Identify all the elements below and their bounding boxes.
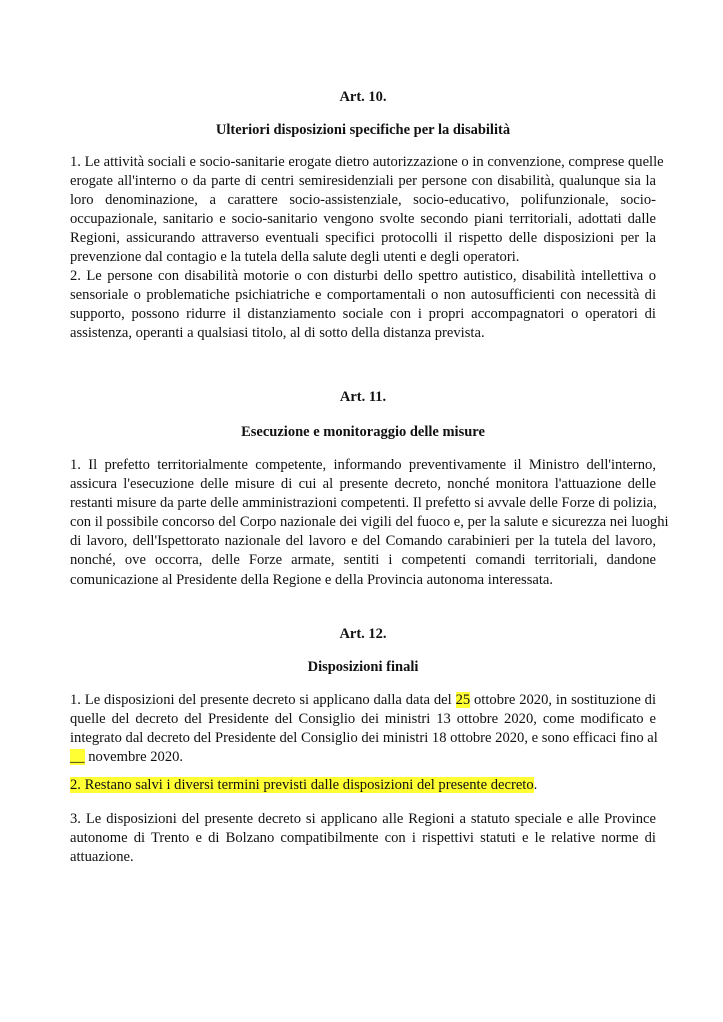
article-11-title: Esecuzione e monitoraggio delle misure — [241, 424, 485, 440]
text-segment: 1. Le disposizioni del presente decreto si applicano dalla data del — [70, 692, 456, 708]
text-line — [70, 776, 656, 795]
highlighted-blank: __ — [70, 749, 85, 766]
article-12-number: Art. 12. — [339, 626, 387, 642]
article-12-title: Disposizioni finali — [307, 659, 419, 675]
article-12-paragraph-1 — [70, 691, 656, 767]
highlighted-date: 25 — [455, 692, 471, 708]
text-line: di lavoro, dell'Ispettorato nazionale del lavoro e del Comando carabinieri per la tutela del lavoro, — [70, 533, 656, 550]
text-line: erogate all'interno o da parte di centri semiresidenziali per persone con disabilità, qualunque sia la — [70, 173, 656, 190]
text-line: Regioni, assicurando attraverso eventuali specifici protocolli il rispetto delle disposizioni per la — [70, 230, 656, 247]
article-12-paragraph-2 — [70, 776, 656, 795]
text-line — [70, 748, 656, 767]
text-segment: ottobre 2020, in sostituzione di — [470, 692, 656, 708]
text-line: restanti misure da parte delle amministrazioni competenti. Il prefetto si avvale delle Forze di polizia, — [70, 495, 657, 512]
text-line: con il possibile concorso del Corpo nazionale dei vigili del fuoco e, per la salute e sicurezza nei luoghi — [70, 514, 669, 531]
text-line: assicura l'esecuzione delle misure di cui al presente decreto, nonché monitora l'attuazione delle — [70, 476, 656, 493]
text-line: sensoriale o problematiche psichiatriche e comportamentali o non autosufficienti con necessità di — [70, 287, 656, 304]
text-line: occupazionale, sanitario e socio-sanitario vengono svolte secondo piani territoriali, adottati dalle — [70, 211, 656, 228]
text-line: attuazione. — [70, 849, 134, 866]
text-segment: . — [533, 777, 538, 793]
text-line — [70, 691, 656, 710]
text-line: integrato dal decreto del Presidente del Consiglio dei ministri 18 ottobre 2020, e sono efficaci fino al — [70, 730, 658, 747]
article-12-paragraph-3 — [70, 810, 656, 867]
text-line: loro denominazione, a carattere socio-assistenziale, socio-educativo, polifunzionale, socio- — [70, 192, 656, 209]
text-line: assistenza, operanti a qualsiasi titolo, al di sotto della distanza prevista. — [70, 325, 485, 342]
article-10-number: Art. 10. — [339, 89, 387, 105]
text-line: supporto, possono ridurre il distanziamento sociale con i propri accompagnatori o operatori di — [70, 306, 656, 323]
text-line: 2. Le persone con disabilità motorie o con disturbi dello spettro autistico, disabilità intellettiva o — [70, 268, 656, 284]
text-line: prevenzione dal contagio e la tutela della salute degli utenti e degli operatori. — [70, 249, 520, 266]
article-11-paragraph-1 — [70, 456, 669, 590]
text-line: quelle del decreto del Presidente del Consiglio dei ministri 13 ottobre 2020, come modificato e — [70, 711, 656, 728]
article-10-paragraph-2 — [70, 267, 656, 343]
article-11-number: Art. 11. — [339, 389, 387, 405]
text-line: nonché, ove occorra, delle Forze armate, sentiti i competenti comandi territoriali, dandone — [70, 552, 656, 569]
highlighted-sentence: 2. Restano salvi i diversi termini previsti dalle disposizioni del presente decreto — [70, 777, 534, 793]
text-line: 1. Le attività sociali e socio-sanitarie erogate dietro autorizzazione o in convenzione, comprese quelle — [70, 154, 664, 170]
text-line: comunicazione al Presidente della Regione e della Provincia autonoma interessata. — [70, 571, 554, 588]
text-line: 1. Il prefetto territorialmente competente, informando preventivamente il Ministro dell'interno, — [70, 457, 656, 473]
article-10-paragraph-1 — [70, 153, 664, 268]
text-segment: novembre 2020. — [84, 749, 184, 766]
text-line: 3. Le disposizioni del presente decreto si applicano alle Regioni a statuto speciale e alle Province — [70, 811, 656, 827]
article-10-title: Ulteriori disposizioni specifiche per la disabilità — [215, 122, 511, 138]
text-line: autonome di Trento e di Bolzano compatibilmente con i rispettivi statuti e le relative norme di — [70, 830, 656, 847]
